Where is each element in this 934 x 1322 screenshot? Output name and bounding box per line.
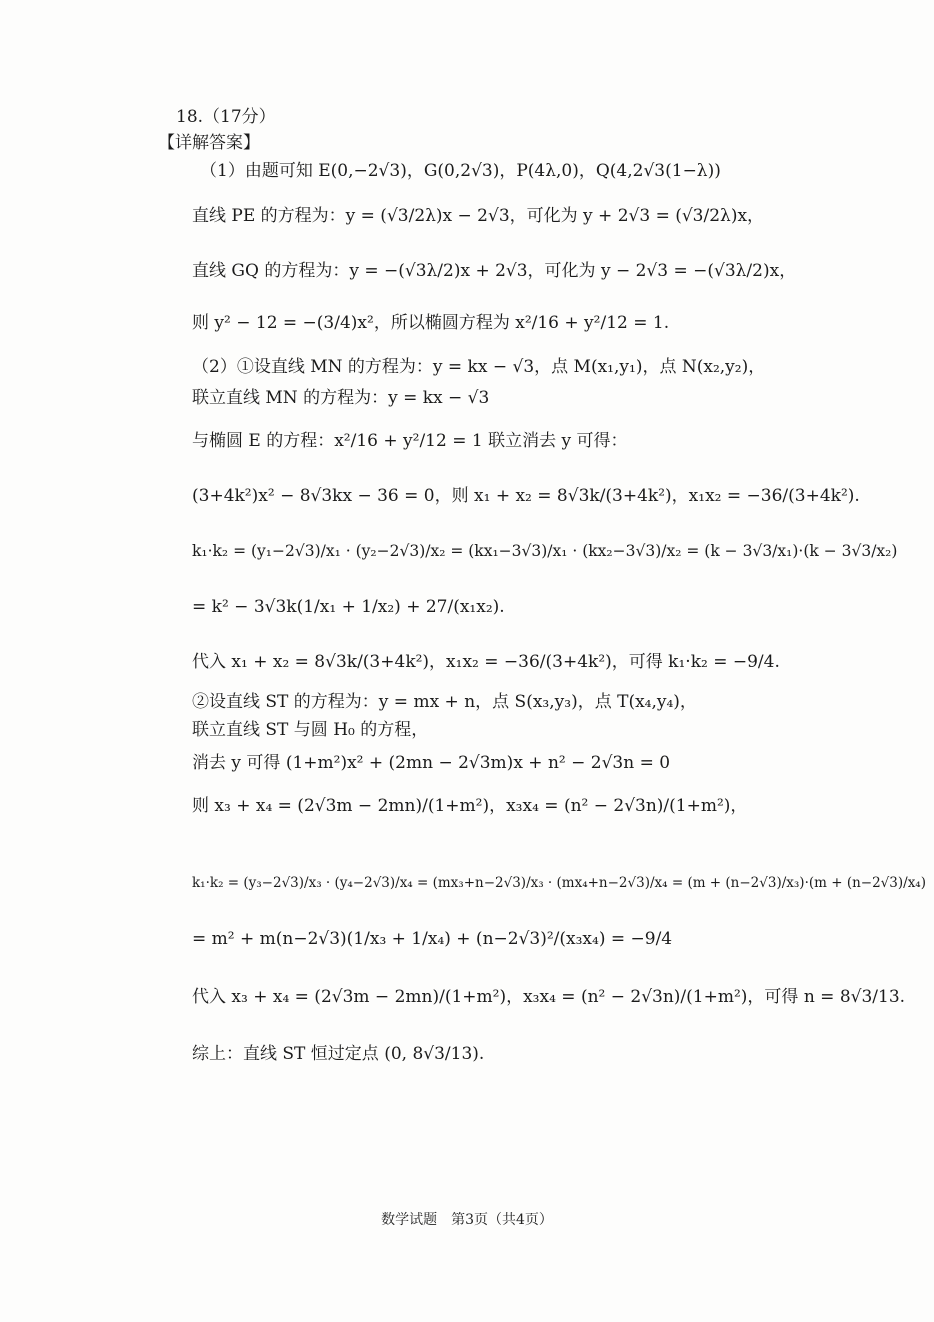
problem-number: 18.（17分） xyxy=(176,107,276,127)
answer-header: 【详解答案】 xyxy=(158,133,260,153)
solution-line: 联立直线 MN 的方程为：y = kx − √3 xyxy=(192,388,490,408)
solution-line: （2）①设直线 MN 的方程为：y = kx − √3，点 M(x₁,y₁)，点 N(x₂,y₂)， xyxy=(192,357,766,377)
solution-line: 则 x₃ + x₄ = (2√3m − 2mn)/(1+m²)，x₃x₄ = (n² − 2√3n)/(1+m²)， xyxy=(192,796,748,816)
solution-line: 与椭圆 E 的方程：x²/16 + y²/12 = 1 联立消去 y 可得： xyxy=(192,431,628,451)
page-footer: 数学试题 第3页（共4页） xyxy=(381,1212,553,1228)
solution-line: 联立直线 ST 与圆 H₀ 的方程， xyxy=(192,720,429,740)
solution-line: 代入 x₃ + x₄ = (2√3m − 2mn)/(1+m²)，x₃x₄ = (n² − 2√3n)/(1+m²)，可得 n = 8√3/13. xyxy=(192,987,906,1007)
solution-line: 则 y² − 12 = −(3/4)x²，所以椭圆方程为 x²/16 + y²/12 = 1. xyxy=(192,313,670,333)
solution-line: 消去 y 可得 (1+m²)x² + (2mn − 2√3m)x + n² − 2√3n = 0 xyxy=(192,753,671,773)
solution-line: (3+4k²)x² − 8√3kx − 36 = 0，则 x₁ + x₂ = 8√3k/(3+4k²)，x₁x₂ = −36/(3+4k²). xyxy=(192,486,860,506)
solution-line: 直线 PE 的方程为：y = (√3/2λ)x − 2√3，可化为 y + 2√3 = (√3/2λ)x， xyxy=(192,206,765,226)
solution-line: （1）由题可知 E(0,−2√3)，G(0,2√3)，P(4λ,0)，Q(4,2√3(1−λ)) xyxy=(200,161,721,181)
solution-line: 综上：直线 ST 恒过定点 (0, 8√3/13). xyxy=(192,1044,485,1064)
solution-line: 直线 GQ 的方程为：y = −(√3λ/2)x + 2√3，可化为 y − 2√3 = −(√3λ/2)x， xyxy=(192,261,797,281)
solution-line: 代入 x₁ + x₂ = 8√3k/(3+4k²)，x₁x₂ = −36/(3+4k²)，可得 k₁·k₂ = −9/4. xyxy=(192,652,780,672)
solution-line: = m² + m(n−2√3)(1/x₃ + 1/x₄) + (n−2√3)²/(x₃x₄) = −9/4 xyxy=(192,929,673,949)
solution-line: ②设直线 ST 的方程为：y = mx + n，点 S(x₃,y₃)，点 T(x₄,y₄)， xyxy=(192,692,697,712)
solution-line: = k² − 3√3k(1/x₁ + 1/x₂) + 27/(x₁x₂). xyxy=(192,597,505,617)
solution-line: k₁·k₂ = (y₁−2√3)/x₁ · (y₂−2√3)/x₂ = (kx₁−3√3)/x₁ · (kx₂−3√3)/x₂ = (k − 3√3/x₁)·(k − 3√3/x₂) xyxy=(192,542,898,560)
solution-line: k₁·k₂ = (y₃−2√3)/x₃ · (y₄−2√3)/x₄ = (mx₃+n−2√3)/x₃ · (mx₄+n−2√3)/x₄ = (m + (n−2√3)/x₃)·(m + (n−2√3)/x₄) xyxy=(192,875,926,891)
